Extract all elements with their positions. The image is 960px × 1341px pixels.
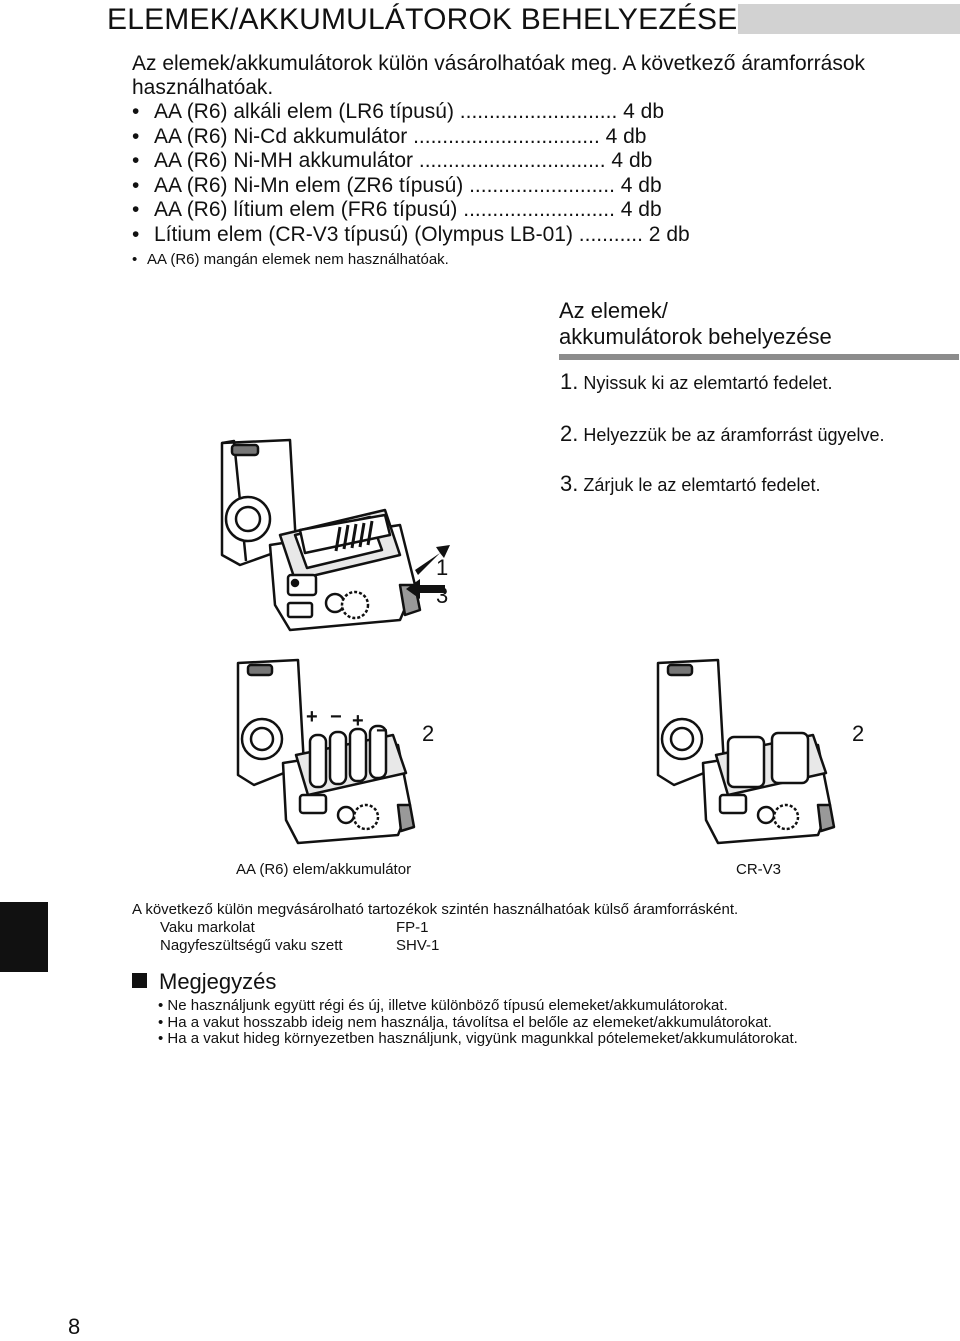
flash-crv3-illustration xyxy=(648,655,848,845)
section-rule xyxy=(559,354,959,360)
svg-text:+: + xyxy=(306,706,318,728)
notes-list xyxy=(158,998,798,1048)
notes-heading: Megjegyzés xyxy=(132,968,276,996)
note-item: • Ne használjunk együtt régi és új, illetve különböző típusú elemeket/akkumulátorokat. xyxy=(158,997,728,1014)
flash-aa-batteries-illustration xyxy=(228,655,438,845)
accessory-row: Nagyfeszültségű vaku szett SHV-1 xyxy=(160,937,440,954)
step-1: 1. Nyissuk ki az elemtartó fedelet. xyxy=(560,369,833,394)
figure-label-2-right: 2 xyxy=(852,721,865,746)
section-title: Az elemek/ akkumulátorok behelyezése xyxy=(559,298,832,349)
manganese-note: • AA (R6) mangán elemek nem használhatóak. xyxy=(132,251,449,268)
side-tab xyxy=(0,902,48,972)
svg-text:−: − xyxy=(376,720,388,742)
battery-item: • AA (R6) Ni-Cd akkumulátor ................................ 4 db xyxy=(132,124,647,148)
battery-item: • AA (R6) alkáli elem (LR6 típusú) ........................... 4 db xyxy=(132,100,665,123)
battery-item: • AA (R6) Ni-Mn elem (ZR6 típusú) ......................... 4 db xyxy=(132,173,662,197)
figure-label-1: 1 xyxy=(436,555,449,580)
title-decoration-bar xyxy=(738,4,960,34)
note-item: • Ha a vakut hideg környezetben használjunk, vigyünk magunkkal pótelemeket/akkumulátorokat. xyxy=(158,1030,798,1047)
page-title: ELEMEK/AKKUMULÁTOROK BEHELYEZÉSE xyxy=(107,3,738,36)
battery-item: • Lítium elem (CR-V3 típusú) (Olympus LB-01) ........... 2 db xyxy=(132,222,690,246)
battery-list xyxy=(132,100,690,248)
step-2: 2. Helyezzük be az áramforrást ügyelve. xyxy=(560,421,885,446)
accessory-row: Vaku markolat FP-1 xyxy=(160,919,429,936)
figure-label-3: 3 xyxy=(436,583,449,608)
battery-item: • AA (R6) Ni-MH akkumulátor ................................ 4 db xyxy=(132,149,653,173)
battery-item: • AA (R6) lítium elem (FR6 típusú) .......................... 4 db xyxy=(132,198,662,222)
caption-crv3: CR-V3 xyxy=(736,861,782,878)
note-item: • Ha a vakut hosszabb ideig nem használja, távolítsa el belőle az elemeket/akkumulátorokat. xyxy=(158,1013,772,1031)
caption-aa: AA (R6) elem/akkumulátor xyxy=(236,861,412,878)
svg-text:−: − xyxy=(330,706,342,728)
intro-text: Az elemek/akkumulátorok külön vásárolhatóak meg. A következő áramforrások használhatóak. xyxy=(132,52,866,99)
page-number: 8 xyxy=(68,1314,81,1339)
square-bullet-icon xyxy=(132,973,147,988)
svg-text:+: + xyxy=(352,710,364,732)
figure-label-2-left: 2 xyxy=(422,721,435,746)
accessories-intro: A következő külön megvásárolható tartozékok szintén használhatóak külső áramforrásként. xyxy=(132,901,739,918)
flash-open-illustration xyxy=(210,435,470,635)
step-3: 3. Zárjuk le az elemtartó fedelet. xyxy=(560,471,821,496)
